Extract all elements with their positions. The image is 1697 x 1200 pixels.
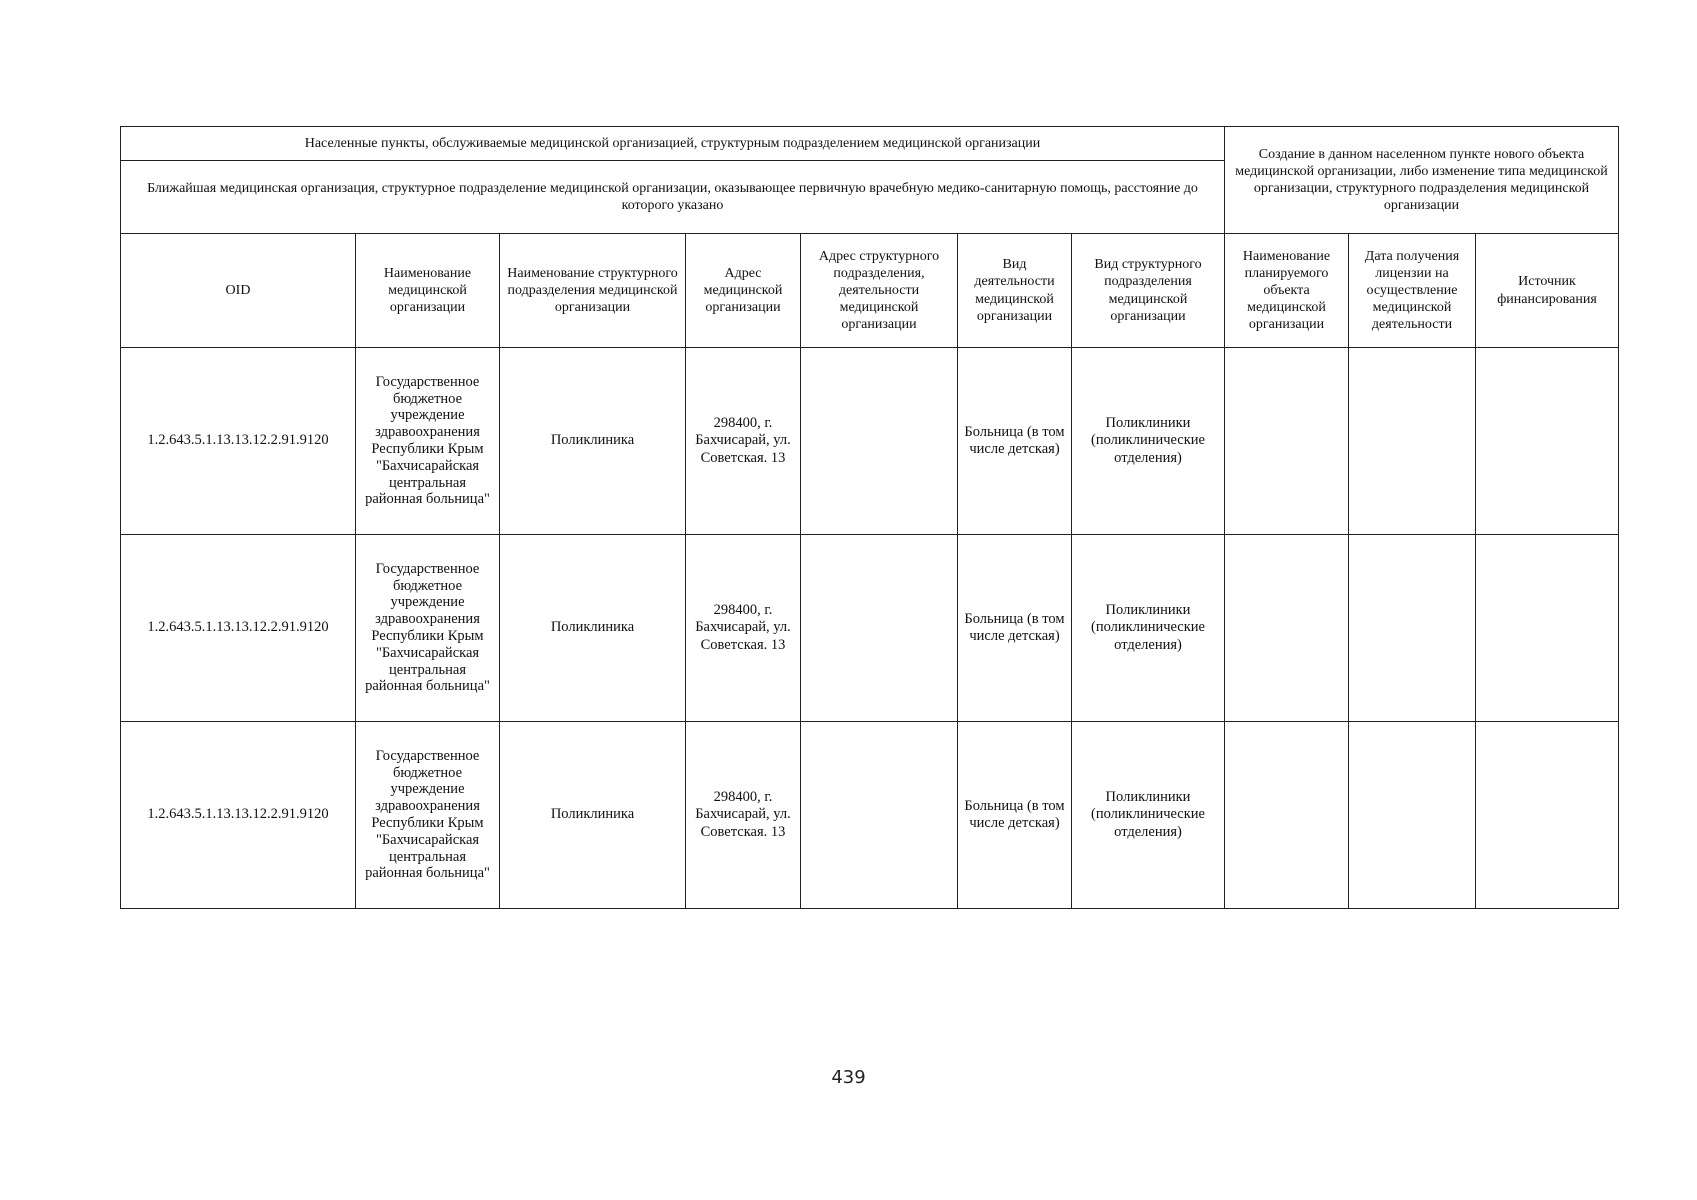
cell-planned-object (1225, 348, 1349, 535)
cell-subdivision-address (801, 722, 958, 909)
table-row (121, 348, 1619, 535)
table-row (121, 722, 1619, 909)
cell-planned-object (1225, 722, 1349, 909)
table-header (121, 127, 1619, 348)
cell-license-date (1349, 722, 1476, 909)
page-number: 439 (831, 1067, 866, 1088)
header-group-nearest-organization: Ближайшая медицинская организация, структурное подразделение медицинской организации, оказывающее первичную врачебную медико-санитарную помощь, расстояние до которого указано (121, 161, 1225, 234)
cell-subdivision-type: Поликлиники (поликлинические отделения) (1072, 348, 1225, 535)
col-header-funding-source: Источник финансирования (1476, 234, 1619, 348)
cell-subdivision: Поликлиника (500, 535, 686, 722)
col-header-subdivision-name: Наименование структурного подразделения медицинской организации (500, 234, 686, 348)
cell-oid: 1.2.643.5.1.13.13.12.2.91.9120 (121, 535, 356, 722)
col-header-planned-object: Наименование планируемого объекта медицинской организации (1225, 234, 1349, 348)
col-header-oid: OID (121, 234, 356, 348)
col-header-org-name: Наименование медицинской организации (356, 234, 500, 348)
cell-planned-object (1225, 535, 1349, 722)
cell-org-name: Государственное бюджетное учреждение здравоохранения Республики Крым "Бахчисарайская центральная районная больница" (356, 535, 500, 722)
cell-license-date (1349, 535, 1476, 722)
col-header-subdivision-address: Адрес структурного подразделения, деятельности медицинской организации (801, 234, 958, 348)
cell-activity-type: Больница (в том числе детская) (958, 535, 1072, 722)
cell-org-address: 298400, г. Бахчисарай, ул. Советская. 13 (686, 348, 801, 535)
cell-funding-source (1476, 722, 1619, 909)
cell-activity-type: Больница (в том числе детская) (958, 722, 1072, 909)
col-header-subdivision-type: Вид структурного подразделения медицинской организации (1072, 234, 1225, 348)
cell-license-date (1349, 348, 1476, 535)
cell-subdivision-address (801, 348, 958, 535)
table-row (121, 535, 1619, 722)
cell-org-name: Государственное бюджетное учреждение здравоохранения Республики Крым "Бахчисарайская центральная районная больница" (356, 722, 500, 909)
header-group-settlements: Населенные пункты, обслуживаемые медицинской организацией, структурным подразделением медицинской организации (121, 127, 1225, 161)
cell-subdivision-type: Поликлиники (поликлинические отделения) (1072, 722, 1225, 909)
medical-organizations-table (120, 126, 1619, 909)
col-header-license-date: Дата получения лицензии на осуществление медицинской деятельности (1349, 234, 1476, 348)
cell-oid: 1.2.643.5.1.13.13.12.2.91.9120 (121, 348, 356, 535)
cell-subdivision-address (801, 535, 958, 722)
cell-org-address: 298400, г. Бахчисарай, ул. Советская. 13 (686, 535, 801, 722)
cell-org-address: 298400, г. Бахчисарай, ул. Советская. 13 (686, 722, 801, 909)
cell-funding-source (1476, 348, 1619, 535)
cell-oid: 1.2.643.5.1.13.13.12.2.91.9120 (121, 722, 356, 909)
table-body (121, 348, 1619, 909)
cell-subdivision: Поликлиника (500, 348, 686, 535)
cell-funding-source (1476, 535, 1619, 722)
header-group-new-object: Создание в данном населенном пункте нового объекта медицинской организации, либо изменение типа медицинской организации, структурного подразделения медицинской организации (1225, 127, 1619, 234)
cell-activity-type: Больница (в том числе детская) (958, 348, 1072, 535)
col-header-org-address: Адрес медицинской организации (686, 234, 801, 348)
cell-subdivision-type: Поликлиники (поликлинические отделения) (1072, 535, 1225, 722)
cell-subdivision: Поликлиника (500, 722, 686, 909)
cell-org-name: Государственное бюджетное учреждение здравоохранения Республики Крым "Бахчисарайская центральная районная больница" (356, 348, 500, 535)
col-header-activity-type: Вид деятельности медицинской организации (958, 234, 1072, 348)
